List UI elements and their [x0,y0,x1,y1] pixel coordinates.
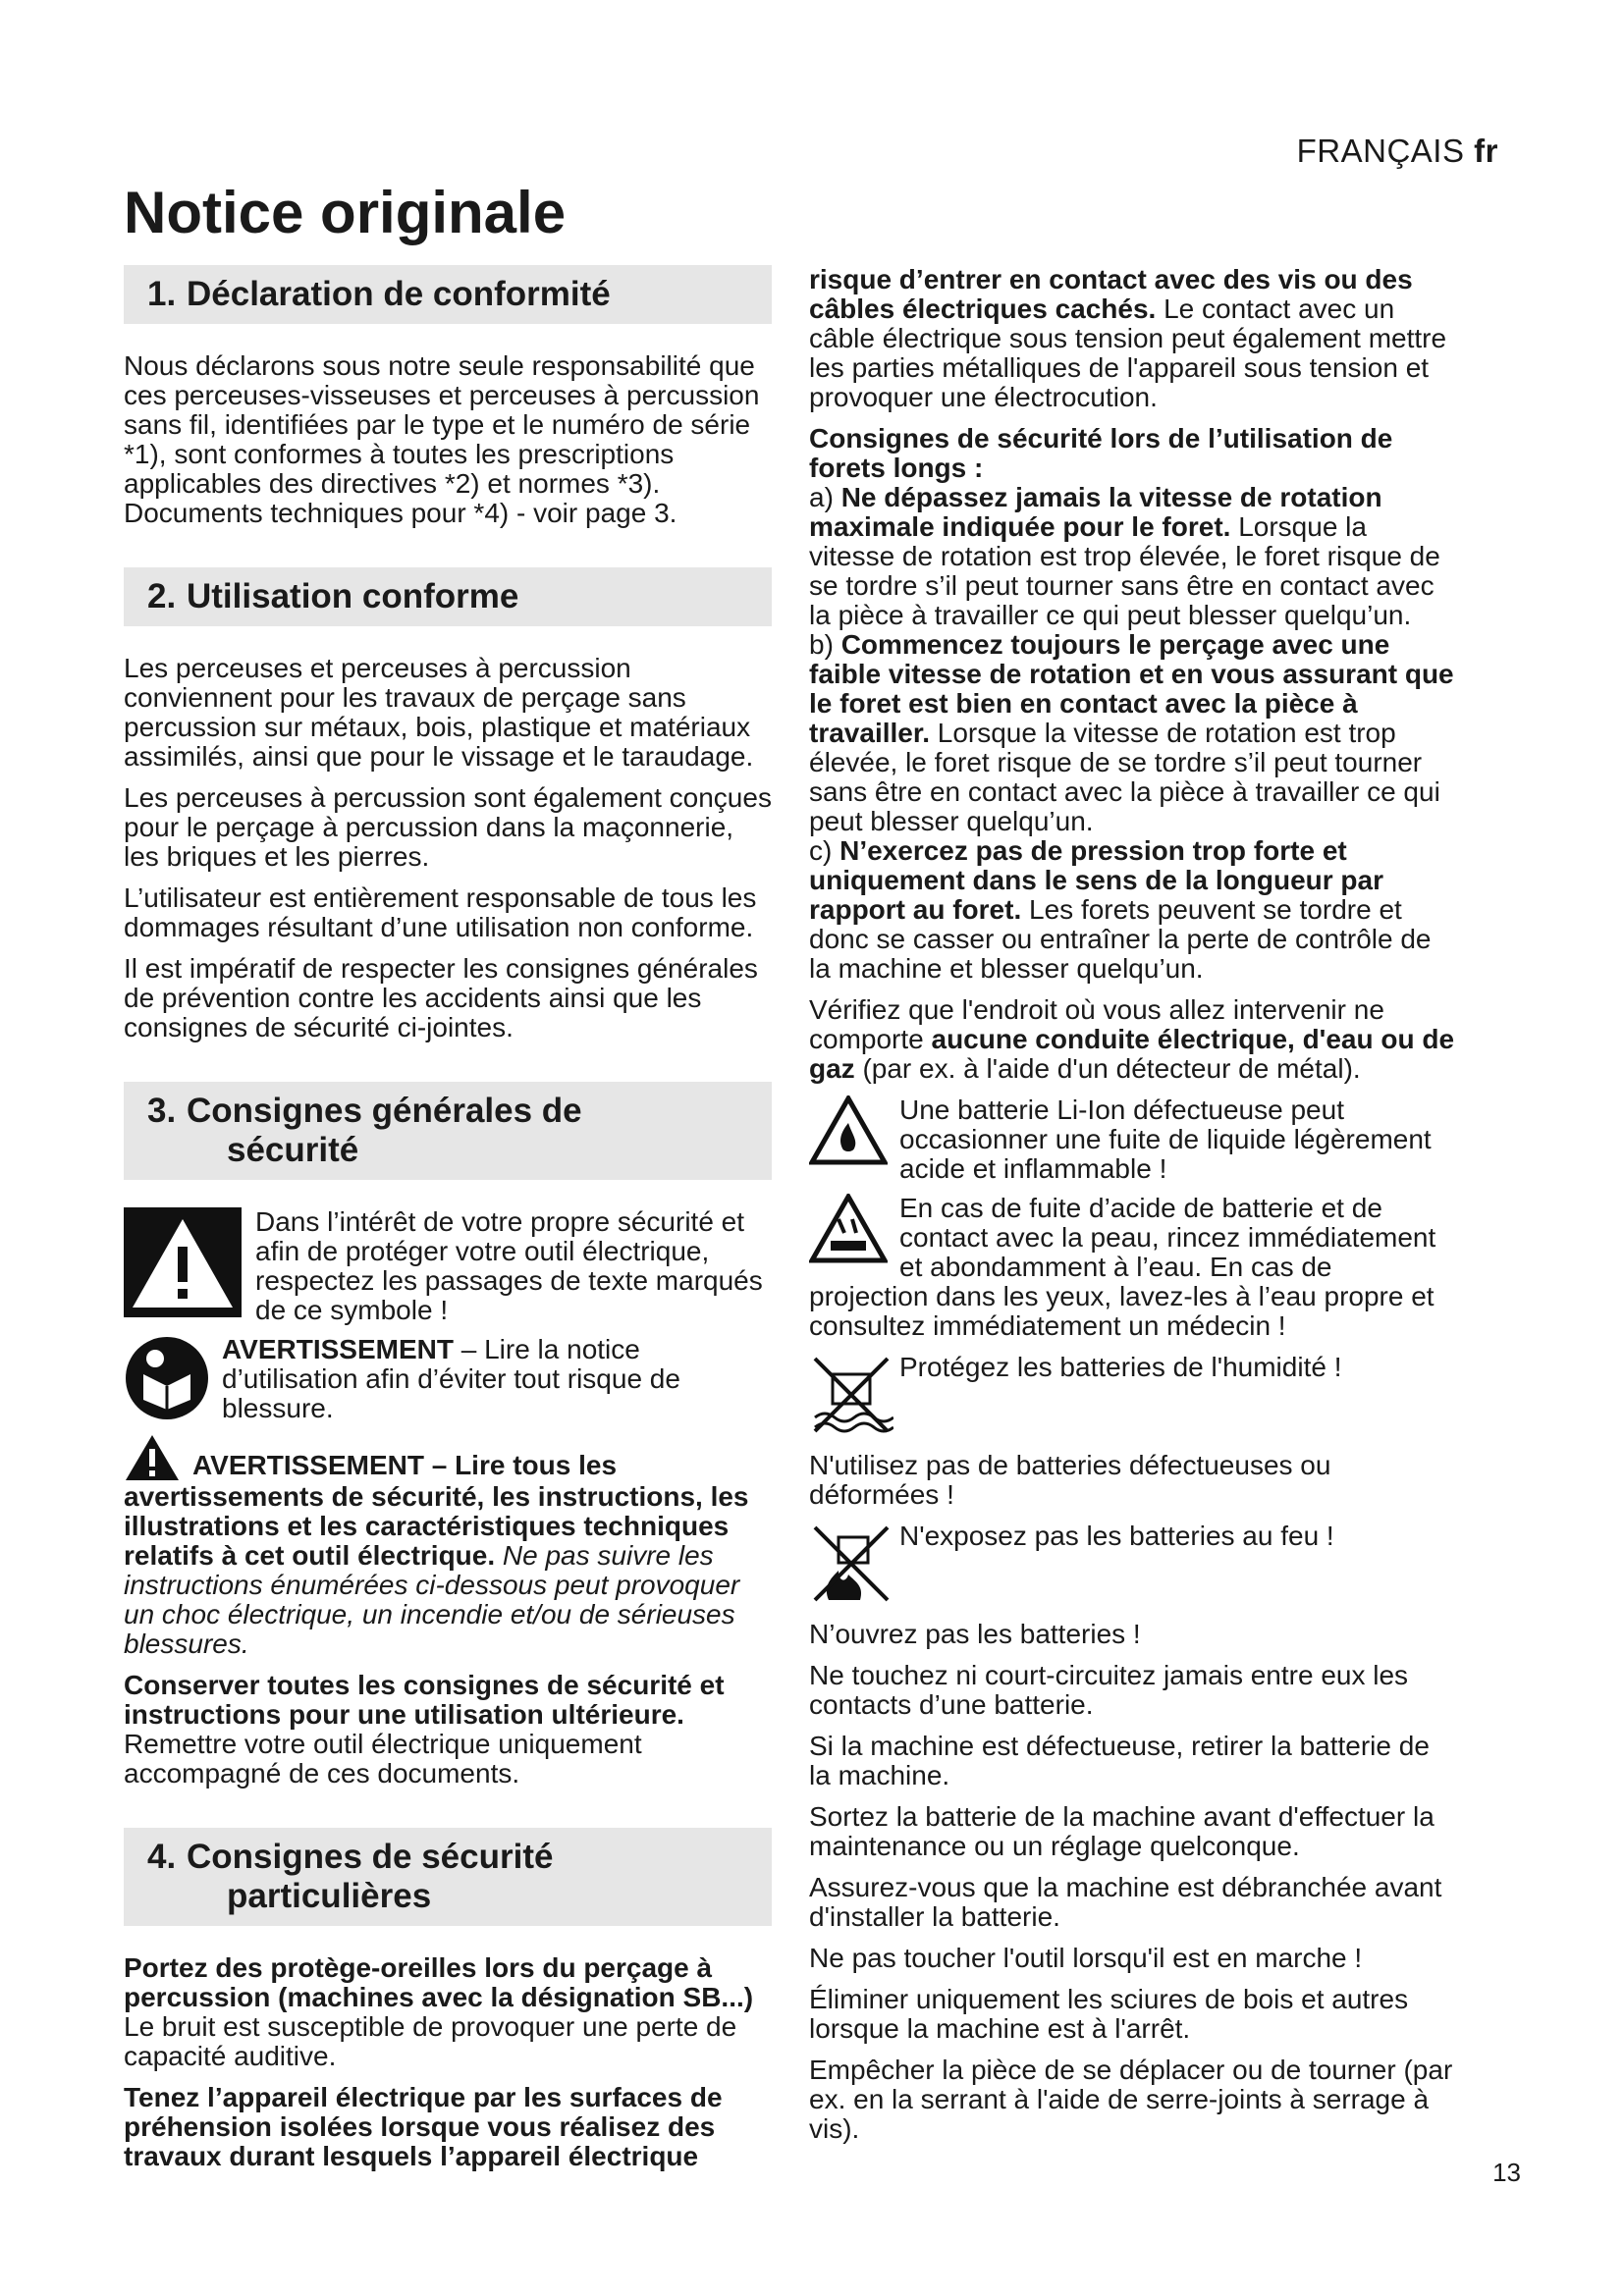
left-column [124,265,772,2183]
right-column [809,265,1457,2156]
insulated-grip-paragraph: Tenez l’appareil électrique par les surfaces de préhension isolées lorsque vous réalisez des travaux durant lesquels l’appareil électrique [124,2082,723,2171]
corrosive-warning-icon [809,1194,888,1264]
battery-leak-text: Une batterie Li-Ion défectueuse peut occasionner une fuite de liquide légèrement acide et inflammable ! [899,1095,1432,1184]
clamp-paragraph: Empêcher la pièce de se déplacer ou de tourner (par ex. en la serrant à l'aide de serre-joints à serrage à vis). [809,2055,1453,2144]
running-paragraph: Ne pas toucher l'outil lorsqu'il est en marche ! [809,1943,1363,1973]
unplug-paragraph: Assurez-vous que la machine est débranchée avant d'installer la batterie. [809,1872,1442,1932]
fire-text: N'exposez pas les batteries au feu ! [899,1521,1334,1551]
verify-paragraph: Vérifiez que l'endroit où vous allez intervenir ne comporte aucune conduite électrique, d'eau ou de gaz (par ex. à l'aide d'un détecteur de métal). [809,994,1455,1084]
ear-protection-paragraph: Portez des protège-oreilles lors du perçage à percussion (machines avec la désignation SB...) Le bruit est susceptible de provoquer une perte de capacité auditive. [124,1952,754,2071]
usage-paragraph-4: Il est impératif de respecter les consignes générales de prévention contre les accidents ainsi que les consignes de sécurité ci-jointes. [124,953,758,1042]
humidity-row [809,1353,1457,1437]
remove-paragraph: Si la machine est défectueuse, retirer la batterie de la machine. [809,1731,1430,1790]
open-paragraph: N’ouvrez pas les batteries ! [809,1619,1141,1649]
safety-symbol-row [124,1207,772,1325]
no-fire-icon [809,1522,893,1606]
chips-paragraph: Éliminer uniquement les sciures de bois et autres lorsque la machine est à l'arrêt. [809,1984,1409,2044]
section-2-heading: 2. Utilisation conforme [124,567,772,626]
warning-triangle-icon [124,1207,242,1317]
read-manual-icon [124,1335,210,1421]
acid-contact-paragraph: En cas de fuite d’acide de batterie et de contact avec la peau, rincez immédiatement et abondamment à l’eau. En cas de projection dans les yeux, lavez-les à l’eau propre et consultez immédiatement un médecin ! [809,1193,1436,1341]
no-humidity-icon [809,1353,893,1437]
humidity-text: Protégez les batteries de l'humidité ! [899,1352,1342,1382]
page-number: 13 [1492,2158,1521,2187]
section-3-heading: 3. Consignes générales de sécurité [124,1082,772,1180]
rule-a: a) Ne dépassez jamais la vitesse de rotation maximale indiquée pour le foret. Lorsque la vitesse de rotation est trop élevée, le foret risque de se tordre s’il peut tourner sans être en contact avec la pièce à travailler ce qui peut blesser quelqu’un. [809,482,1440,630]
warning-triangle-small-icon [124,1433,181,1482]
warning-all-paragraph: AVERTISSEMENT – Lire tous les avertissements de sécurité, les instructions, les illustrations et les caractéristiques techniques relatifs à cet outil électrique. Ne pas suivre les instructions énumérées ci-dessous peut provoquer un choc électrique, un incendie et/ou de sérieuses blessures. [124,1433,772,1659]
section-1-heading: 1. Déclaration de conformité [124,265,772,324]
safety-symbol-text: Dans l’intérêt de votre propre sécurité et afin de protéger votre outil électrique, respectez les passages de texte marqués de ce symbole ! [255,1206,763,1325]
battery-leak-row [809,1095,1457,1184]
insulated-grip-continued: risque d’entrer en contact avec des vis ou des câbles électriques cachés. Le contact avec un câble électrique sous tension peut également mettre les parties métalliques de l'appareil sous tension et provoquer une électrocution. [809,264,1447,412]
conformity-paragraph: Nous déclarons sous notre seule responsabilité que ces perceuses-visseuses et perceuses à percussion sans fil, identifiées par le type et le numéro de série *1), sont conformes à toutes les prescriptions applicables des directives *2) et normes *3). Documents techniques pour *4) - voir page 3. [124,350,760,528]
usage-paragraph-1: Les perceuses et perceuses à percussion conviennent pour les travaux de perçage sans percussion sur métaux, bois, plastique et matériaux assimilés, ainsi que pour le vissage et le taraudage. [124,653,754,772]
defective-paragraph: N'utilisez pas de batteries défectueuses ou déformées ! [809,1450,1331,1510]
document-title: Notice originale [124,180,567,245]
keep-instructions-paragraph: Conserver toutes les consignes de sécurité et instructions pour une utilisation ultérieure. Remettre votre outil électrique uniquement accompagné de ces documents. [124,1670,725,1789]
long-drill-heading: Consignes de sécurité lors de l’utilisation de forets longs : [809,423,1393,483]
language-label: FRANÇAIS fr [1296,133,1498,169]
contacts-paragraph: Ne touchez ni court-circuitez jamais entre eux les contacts d’une batterie. [809,1660,1409,1720]
rule-c: c) N’exercez pas de pression trop forte et uniquement dans le sens de la longueur par rapport au foret. Les forets peuvent se tordre et donc se casser ou entraîner la perte de contrôle de la machine et blesser quelqu’un. [809,835,1432,984]
read-manual-row [124,1335,772,1423]
usage-paragraph-3: L’utilisateur est entièrement responsable de tous les dommages résultant d’une utilisation non conforme. [124,882,757,942]
flammable-warning-icon [809,1095,888,1166]
fire-row [809,1522,1457,1606]
rule-b: b) Commencez toujours le perçage avec une faible vitesse de rotation et en vous assurant que le foret est bien en contact avec la pièce à travailler. Lorsque la vitesse de rotation est trop élevée, le foret risque de se tordre s’il peut tourner sans être en contact avec la pièce à travailler ce qui peut blesser quelqu’un. [809,629,1454,836]
maintenance-paragraph: Sortez la batterie de la machine avant d'effectuer la maintenance ou un réglage quelconque. [809,1801,1435,1861]
section-4-heading: 4. Consignes de sécurité particulières [124,1828,772,1926]
usage-paragraph-2: Les perceuses à percussion sont également conçues pour le perçage à percussion dans la maçonnerie, les briques et les pierres. [124,782,772,872]
read-manual-text: AVERTISSEMENT – Lire la notice d’utilisation afin d’éviter tout risque de blessure. [222,1334,680,1423]
